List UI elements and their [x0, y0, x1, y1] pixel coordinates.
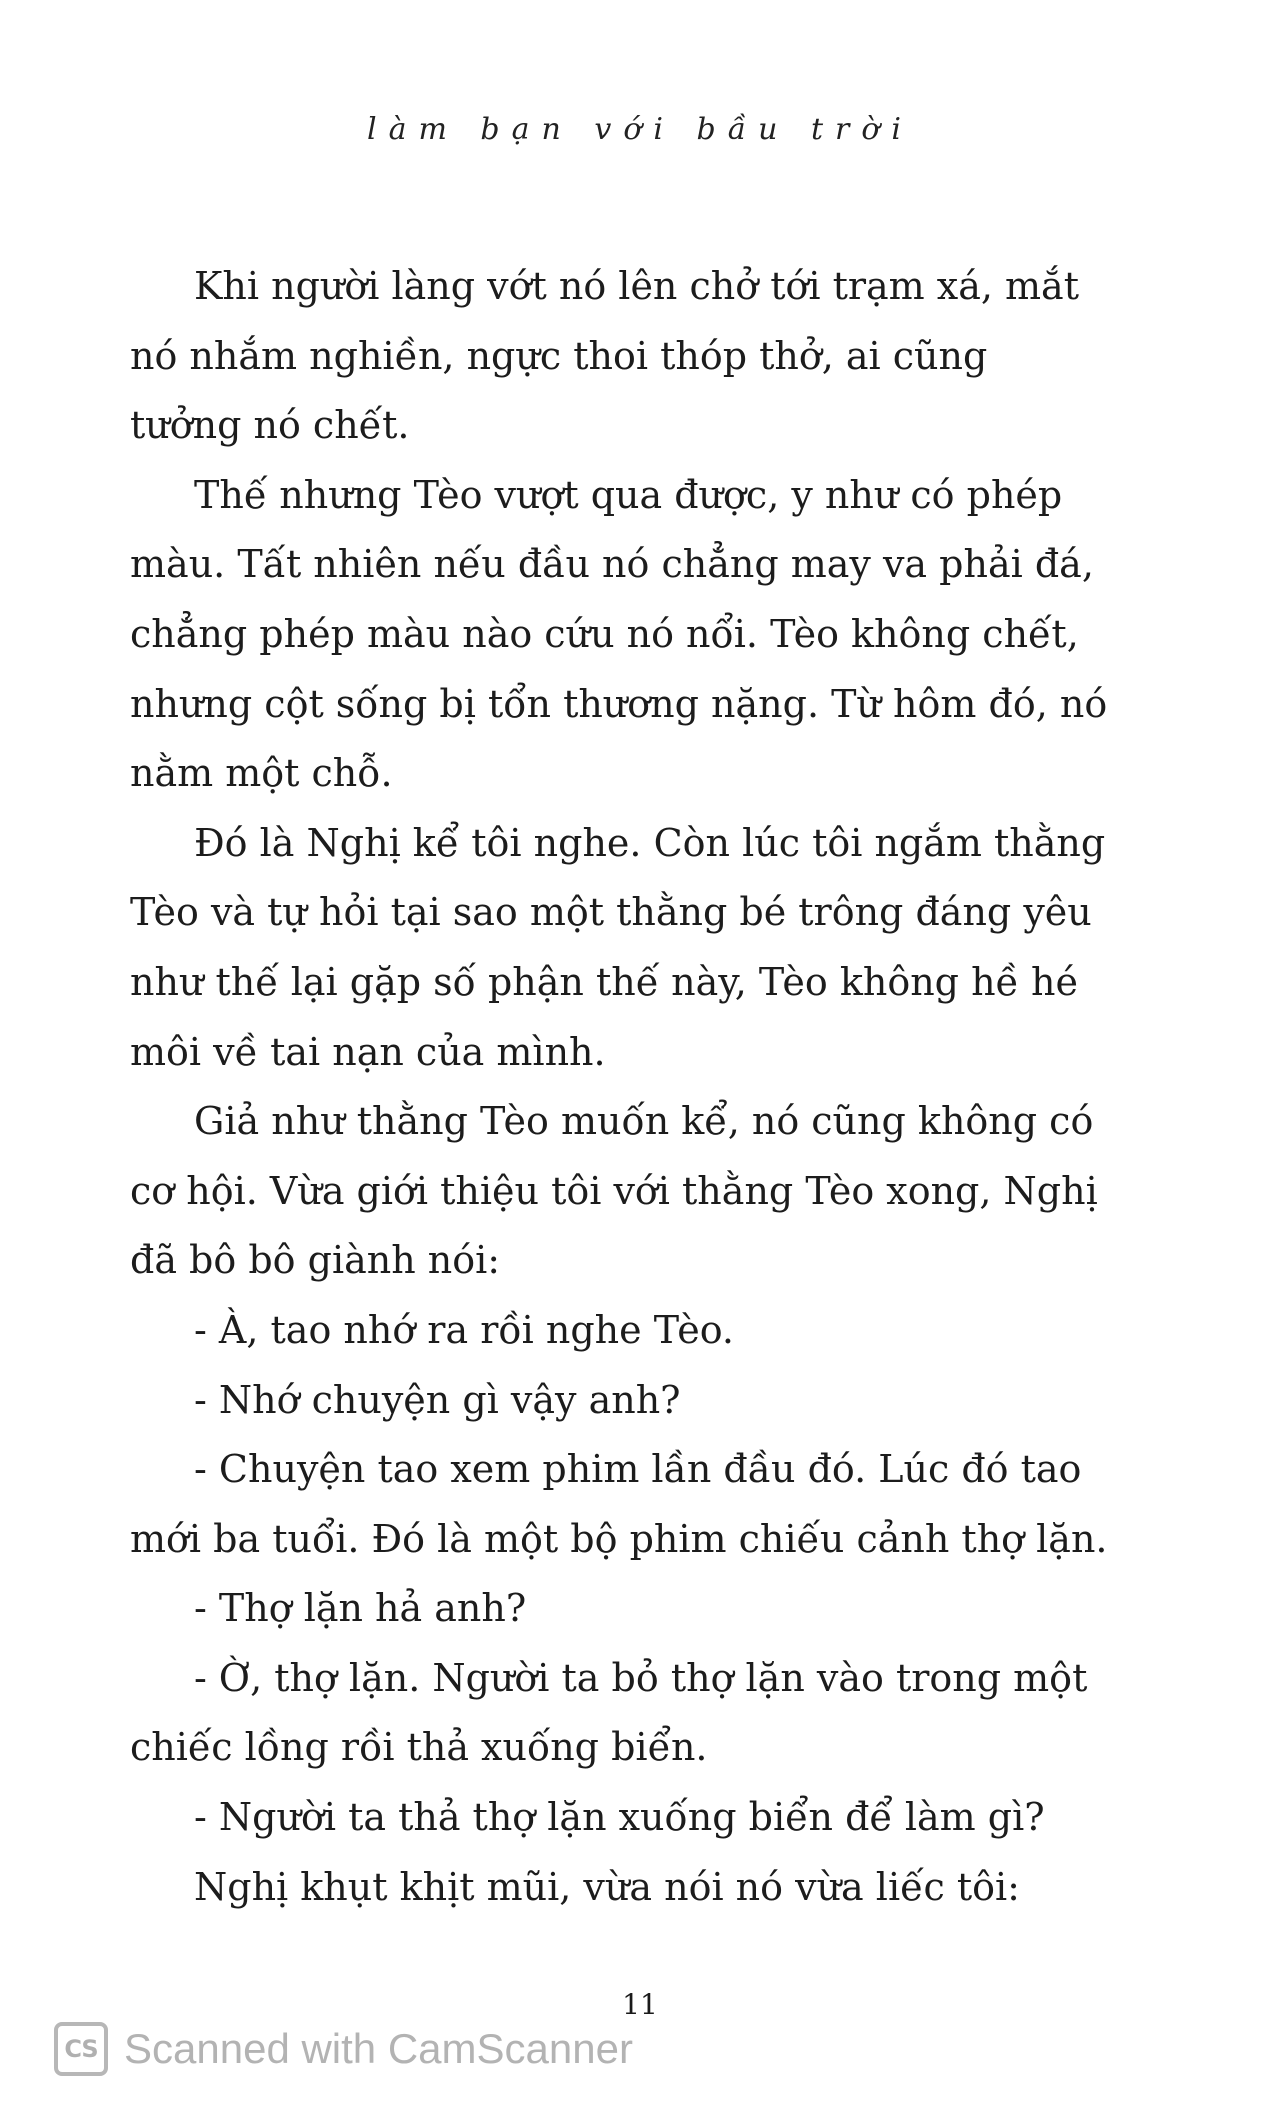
watermark-text: Scanned with CamScanner: [124, 2025, 633, 2072]
page-number: 11: [622, 1988, 658, 2021]
dialogue-line: - Người ta thả thợ lặn xuống biển để làm gì?: [194, 1795, 1045, 1840]
body-text: [130, 252, 1110, 1922]
running-header: làm bạn với bầu trời: [366, 112, 914, 147]
dialogue-line: - À, tao nhớ ra rồi nghe Tèo.: [194, 1307, 734, 1352]
dialogue-line: - Nhớ chuyện gì vậy anh?: [194, 1377, 681, 1422]
paragraph: Thế nhưng Tèo vượt qua được, y như có phép màu. Tất nhiên nếu đầu nó chẳng may va phải đá, chẳng phép màu nào cứu nó nổi. Tèo không chết, nhưng cột sống bị tổn thương nặng. Từ hôm đó, nó nằm một chỗ.: [130, 472, 1108, 796]
camscanner-logo-icon: CS: [54, 2022, 108, 2076]
paragraph: Nghị khụt khịt mũi, vừa nói nó vừa liếc tôi:: [194, 1864, 1020, 1909]
paragraph: Đó là Nghị kể tôi nghe. Còn lúc tôi ngắm thằng Tèo và tự hỏi tại sao một thằng bé trông đáng yêu như thế lại gặp số phận thế này, Tèo không hề hé môi về tai nạn của mình.: [130, 820, 1106, 1074]
dialogue-line: - Ờ, thợ lặn. Người ta bỏ thợ lặn vào trong một chiếc lồng rồi thả xuống biển.: [130, 1655, 1088, 1770]
dialogue-line: - Thợ lặn hả anh?: [194, 1586, 527, 1631]
paragraph: Giả như thằng Tèo muốn kể, nó cũng không có cơ hội. Vừa giới thiệu tôi với thằng Tèo xong, Nghị đã bô bô giành nói:: [130, 1099, 1098, 1283]
paragraph: Khi người làng vớt nó lên chở tới trạm xá, mắt nó nhắm nghiền, ngực thoi thóp thở, ai cũng tưởng nó chết.: [130, 264, 1079, 448]
camscanner-watermark: [54, 2018, 633, 2080]
dialogue-line: - Chuyện tao xem phim lần đầu đó. Lúc đó tao mới ba tuổi. Đó là một bộ phim chiếu cảnh thợ lặn.: [130, 1447, 1108, 1561]
